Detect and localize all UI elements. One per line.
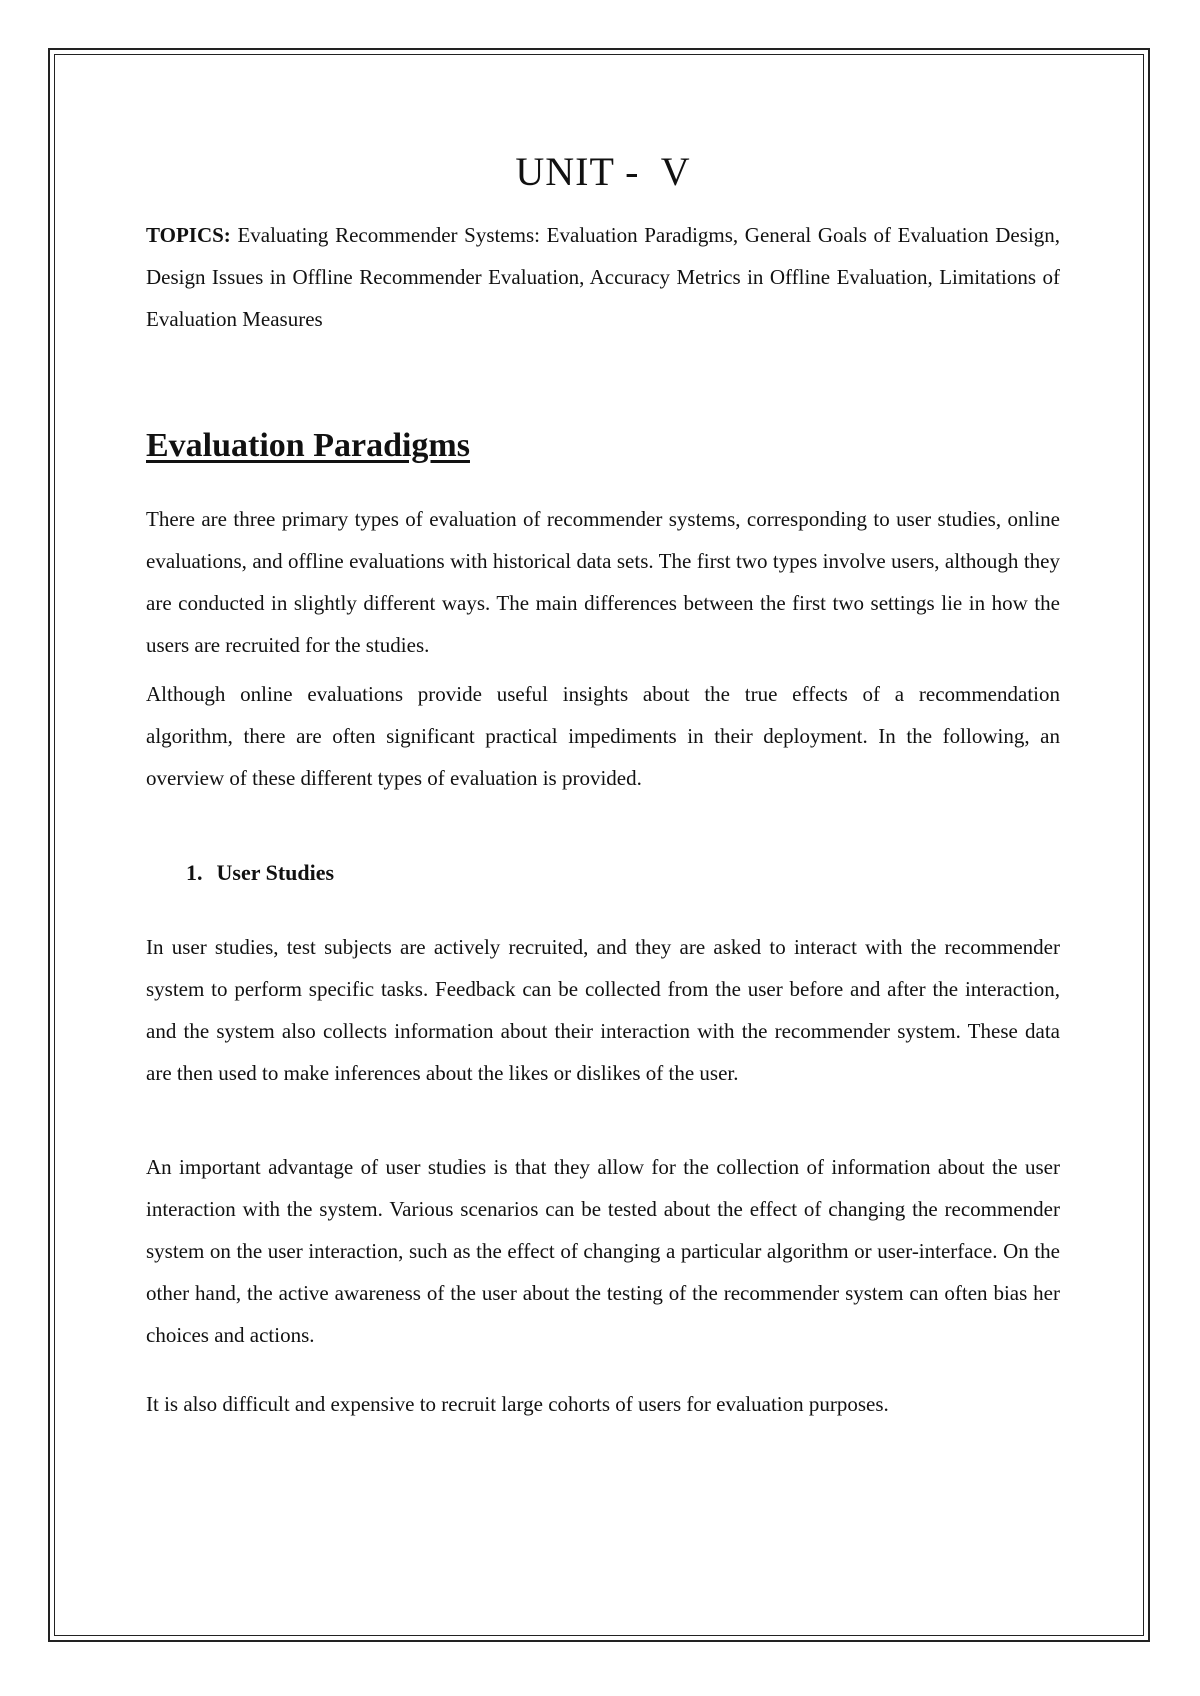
topics-label: TOPICS: <box>146 223 231 247</box>
subheading-title: User Studies <box>216 860 335 885</box>
paragraph-user-studies: In user studies, test subjects are actively recruited, and they are asked to interact with the recommender system to perform specific tasks. Feedback can be collected from the user before and after the interaction, and the system also collects information about their interaction with the recommender system. These data are then used to make inferences about the likes or dislikes of the user. <box>146 935 1060 1085</box>
subheading-number: 1. <box>186 860 203 885</box>
subheading-user-studies <box>186 852 334 894</box>
topics-paragraph <box>146 214 1060 340</box>
topics-text: Evaluating Recommender Systems: Evaluation Paradigms, General Goals of Evaluation Design, Design Issues in Offline Recommender Evaluation, Accuracy Metrics in Offline Evaluation, Limitations of Evaluation Measures <box>146 223 1060 331</box>
document-content <box>146 140 1060 1416</box>
section-heading-evaluation-paradigms: Evaluation Paradigms <box>146 427 470 464</box>
paragraph-difficult-expensive: It is also difficult and expensive to recruit large cohorts of users for evaluation purposes. <box>146 1392 889 1416</box>
paragraph-three-types: There are three primary types of evaluation of recommender systems, corresponding to user studies, online evaluations, and offline evaluations with historical data sets. The first two types involve users, although they are conducted in slightly different ways. The main differences between the first two settings lie in how the users are recruited for the studies. <box>146 507 1060 657</box>
paragraph-advantage: An important advantage of user studies is that they allow for the collection of information about the user interaction with the system. Various scenarios can be tested about the effect of changing the recommender system on the user interaction, such as the effect of changing a particular algorithm or user-interface. On the other hand, the active awareness of the user about the testing of the recommender system can often bias her choices and actions. <box>146 1155 1060 1347</box>
paragraph-online-evaluations-line1: Although online evaluations provide useful insights about the true effects of a recommendation <box>146 682 1060 706</box>
paragraph-online-evaluations-line2: algorithm, there are often significant practical impediments in their deployment. In the following, an overview of these different types of evaluation is provided. <box>146 724 1060 790</box>
unit-title: UNIT - V <box>515 149 691 194</box>
paragraph-online-evaluations <box>146 673 1060 799</box>
